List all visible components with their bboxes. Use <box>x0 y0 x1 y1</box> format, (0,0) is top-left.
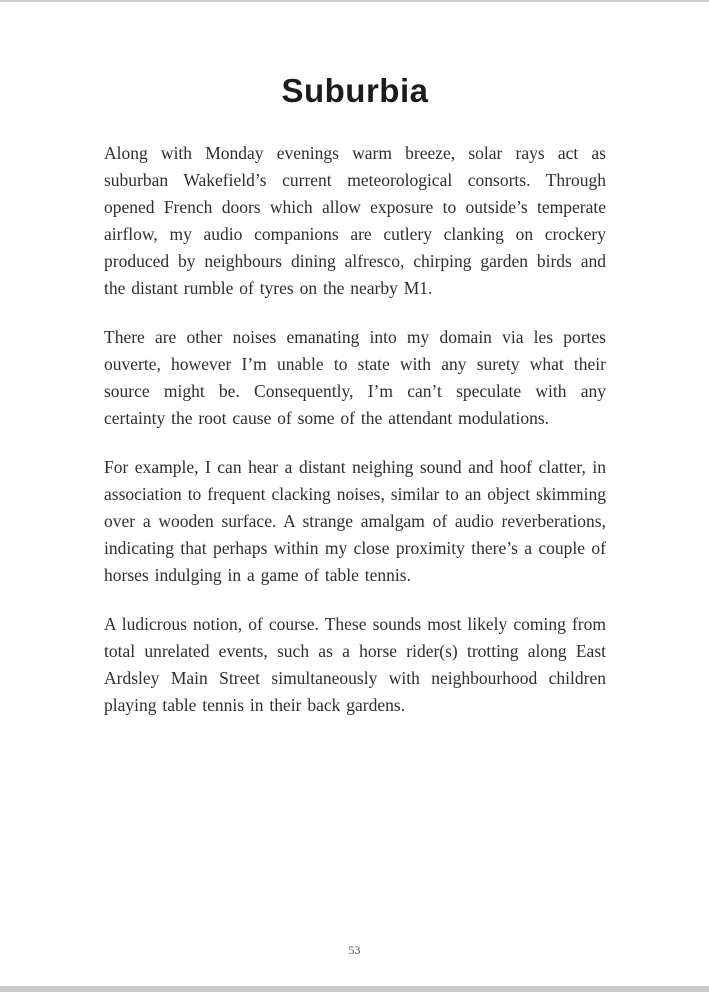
page-number: 53 <box>348 943 361 957</box>
text-block <box>104 72 606 741</box>
paragraph-3: For example, I can hear a distant neighing sound and hoof clatter, in association to frequent clacking noises, similar to an object skimming over a wooden surface. A strange amalgam of audio reverberations, indicating that perhaps within my close proximity there’s a couple of horses indulging in a game of table tennis. <box>104 457 606 585</box>
paragraph-2: There are other noises emanating into my domain via les portes ouverte, however I’m unable to state with any surety what their source might be. Consequently, I’m can’t speculate with any certainty the root cause of some of the attendant modulations. <box>104 327 606 428</box>
page-title: Suburbia <box>281 72 429 109</box>
paragraph-1: Along with Monday evenings warm breeze, solar rays act as suburban Wakefield’s current meteorological consorts. Through opened French doors which allow exposure to outside’s temperate airflow, my audio companions are cutlery clanking on crockery produced by neighbours dining alfresco, chirping garden birds and the distant rumble of tyres on the nearby M1. <box>104 143 606 298</box>
paragraph-4: A ludicrous notion, of course. These sounds most likely coming from total unrelated events, such as a horse rider(s) trotting along East Ardsley Main Street simultaneously with neighbourhood children playing table tennis in their back gardens. <box>104 614 606 715</box>
